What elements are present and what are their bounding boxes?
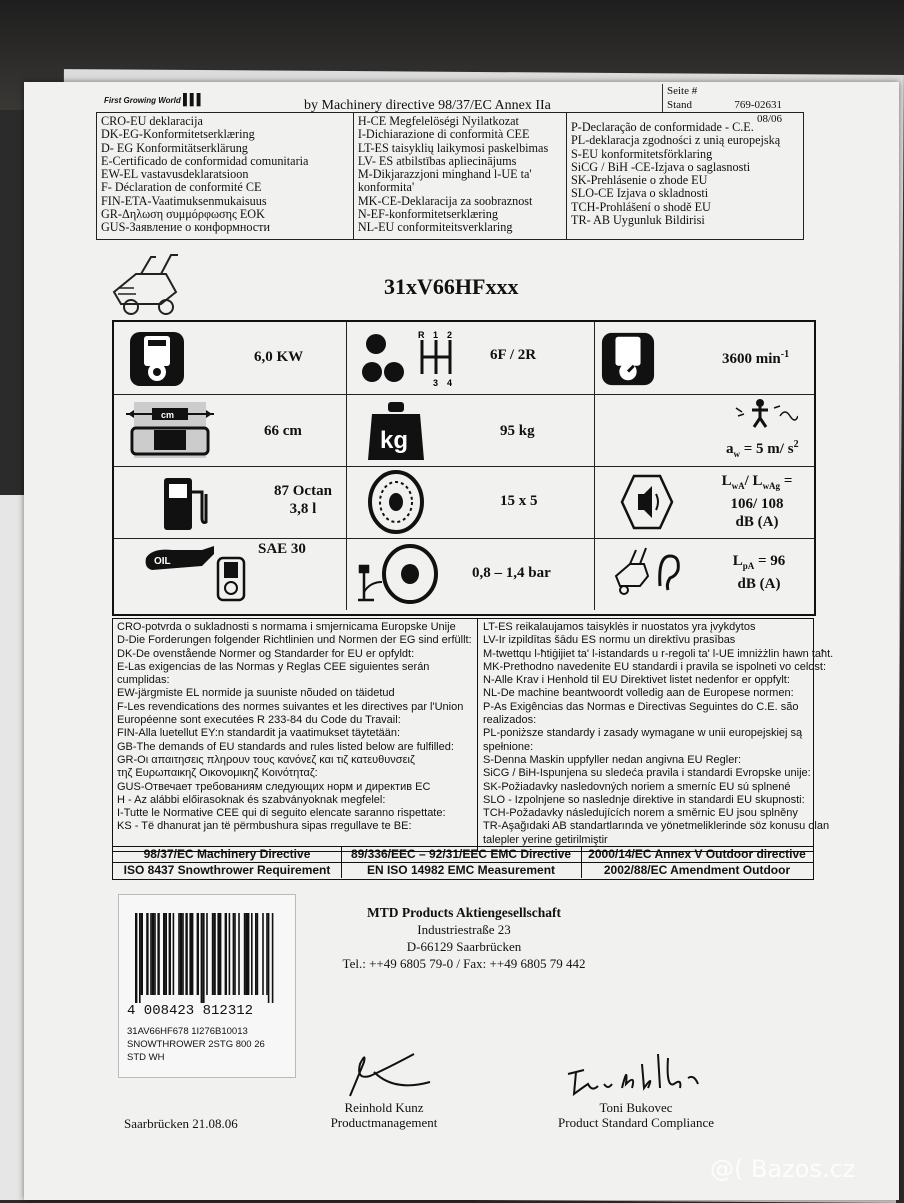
directives-table — [112, 846, 814, 880]
language-declaration-line: TCH-Prohlášení o shodě EU — [571, 199, 711, 214]
barcode-bar — [247, 913, 249, 995]
barcode-label — [118, 894, 296, 1078]
language-column-1 — [97, 113, 354, 239]
gear-label-4: 4 — [447, 378, 453, 388]
snowthrower-icon — [106, 252, 196, 317]
fuel-capacity: 3,8 l — [289, 501, 317, 517]
language-declaration-line: LT-ES taisyklių laikymosi paskelbimas — [357, 140, 549, 155]
compliance-line: EW-järgmiste EL normide ja suuniste nõuded on täidetud — [117, 687, 395, 700]
compliance-line: P-As Exigências das Normas e Directivas Seguintes do C.E. são — [483, 700, 799, 713]
language-declaration-table — [96, 112, 804, 240]
tire-pressure-value: 0,8 – 1,4 bar — [472, 565, 551, 581]
weight-icon — [366, 400, 426, 462]
compliance-line: NL-De machine beantwoordt volledig aan de Europese normen: — [483, 687, 794, 700]
compliance-line: talepler yerine getirilmiştir — [483, 833, 608, 846]
compliance-line: MK-Prethodno navedenite EU standardi i pravila se ispolneti vo celost: — [483, 660, 827, 673]
directive-4: ISO 8437 Snowthrower Requirement — [113, 863, 342, 878]
barcode-info-line-1: 31AV66HF678 1I276B10013 — [127, 1026, 248, 1037]
barcode-bar — [257, 913, 259, 995]
working-width-icon — [124, 400, 216, 460]
language-declaration-line: DK-EG-Konformitetserklæring — [101, 127, 255, 142]
sound-power-value: $L_{wA}/$ $L_{wAg}$ = 106/ 108 dB (A) — [721, 473, 793, 530]
oil-value: SAE 30 — [258, 541, 306, 557]
compliance-line: H - Az alábbi előirasoknak és szabványoknak megfelel: — [117, 793, 386, 806]
gear-label-2: 2 — [447, 330, 453, 340]
compliance-line: D-Die Forderungen folgender Richtlinien und Normen der EG sind erfüllt: — [117, 634, 472, 647]
barcode-bar — [173, 913, 175, 995]
barcode-bar — [169, 913, 171, 995]
language-declaration-line: konformita' — [357, 180, 415, 195]
signature-kunz — [344, 1032, 434, 1102]
compliance-line: TCH-Požadavky následujících norem a směrnic EU jsou splněny — [483, 807, 798, 820]
compliance-statements — [112, 618, 834, 852]
oil-can-icon — [142, 540, 262, 604]
compliance-line: PL-poniższe standardy i zasady wymagane w unii europejskiej są — [483, 727, 803, 740]
compliance-line: I-Tutte le Normative CEE qui di seguito elencate saranno rispettate: — [117, 807, 446, 820]
barcode-bar — [189, 913, 191, 995]
compliance-line: E-Las exigencias de las Normas y Reglas CEE siguientes serán — [117, 660, 430, 673]
language-declaration-line: GUS-Заявление о конформности — [101, 220, 270, 235]
compliance-line: KS - Të dhanurat jan të përmbushura sipas rregullave te BE: — [117, 820, 412, 833]
directive-5: EN ISO 14982 EMC Measurement — [341, 863, 582, 878]
vibration-value: $a_w = 5$ m/ $s^2$ — [726, 439, 799, 459]
language-declaration-line: H-CE Megfelelöségi Nyilatkozat — [357, 114, 519, 128]
fuel-octane: 87 Octan — [274, 483, 332, 499]
barcode-bar — [154, 913, 156, 995]
language-declaration-line: TR- AB Uygunluk Bildirisi — [571, 213, 705, 228]
operator-ear-icon — [612, 546, 682, 596]
compliance-line: cumplidas: — [117, 674, 170, 687]
compliance-line: N-Alle Krav i Henhold til EU Direktivet listet nedenfor er oppfylt: — [483, 674, 790, 687]
oil-cell — [114, 538, 347, 610]
declaration-document — [24, 82, 899, 1200]
language-column-2 — [354, 113, 567, 239]
spec-row-4 — [114, 538, 814, 610]
bazos-watermark: @( Bazos.cz — [710, 1155, 856, 1183]
barcode-bar — [180, 913, 182, 995]
barcode-bar — [251, 913, 253, 995]
language-declaration-line: P-Declaração de conformidade - C.E. — [571, 120, 754, 134]
language-declaration-line: MK-CE-Deklaracija za soobraznost — [357, 193, 533, 208]
language-declaration-line: NL-EU conformiteitsverklaring — [357, 220, 513, 235]
compliance-line: GB-The demands of EU standards and rules listed below are fulfilled: — [117, 740, 454, 753]
company-name: MTD Products Aktiengesellschaft — [367, 905, 561, 920]
spec-row-3 — [114, 466, 814, 539]
barcode-bar — [272, 913, 274, 1003]
language-declaration-line: SLO-CE Izjava o skladnosti — [571, 186, 709, 201]
barcode-bar — [212, 913, 214, 995]
barcode-bar — [163, 913, 165, 995]
weight-cell — [346, 394, 595, 466]
language-declaration-line: SK-Prehlásenie o zhode EU — [571, 173, 708, 188]
power-value: 6,0 KW — [254, 349, 304, 365]
rpm-cell — [594, 322, 814, 394]
vibration-icon — [734, 398, 798, 428]
spec-row-2 — [114, 394, 814, 467]
compliance-line: τηζ Ευρωπαικηζ Οικονομικηζ Κοινότηταζ: — [117, 767, 318, 780]
company-address — [324, 904, 604, 972]
language-declaration-line: CRO-EU deklaracija — [101, 114, 203, 128]
fuel-value — [274, 482, 332, 518]
barcode-bar — [213, 913, 215, 995]
compliance-line: GUS-Отвечает требованиям следующих норм и директив ЕС — [117, 780, 431, 793]
barcode-bar — [191, 913, 193, 995]
barcode-info-line-2: SNOWTHROWER 2STG 800 26 — [127, 1039, 265, 1050]
compliance-line: SiCG / BiH-Ispunjena su sledeća pravila i standardi Evropske unije: — [483, 767, 811, 780]
barcode-bar — [245, 913, 247, 995]
barcode-bar — [139, 913, 141, 1003]
company-city: D-66129 Saarbrücken — [406, 939, 522, 954]
language-declaration-line: EW-EL vastavusdeklaratsioon — [101, 167, 249, 182]
tire-pressure-icon — [356, 542, 440, 604]
gear-label-r: R — [418, 330, 425, 340]
language-declaration-line: S-EU konformitetsförklaring — [571, 146, 713, 161]
spec-row-1 — [114, 322, 814, 395]
barcode-bar — [206, 913, 208, 995]
barcode-bar — [262, 913, 264, 995]
seite-stand-box: Seite # 769-02631 Stand 08/06 — [662, 84, 782, 112]
language-declaration-line: D- EG Konformitätserklärung — [101, 140, 248, 155]
language-declaration-line: I-Dichiarazione di conformità CEE — [357, 127, 530, 142]
signature-bukovec — [562, 1044, 702, 1100]
compliance-line: CRO-potvrda o sukladnosti s normama i smjernicama Europske Unije — [117, 621, 456, 633]
barcode-bar — [165, 913, 167, 995]
barcode-bars — [133, 913, 279, 1003]
compliance-line: SLO - Izpolnjene so naslednje direktive in standardi EU skupnosti: — [483, 793, 805, 806]
compliance-line: M-twettqu l-ħtiġijiet ta' l-istandards u r-regoli ta' l-UE imniżżlin hawn taħt. — [483, 647, 834, 660]
width-icon-label: cm — [161, 410, 175, 420]
barcode-bar — [141, 913, 143, 995]
company-contact: Tel.: ++49 6805 79-0 / Fax: ++49 6805 79 442 — [342, 956, 586, 971]
language-declaration-line: SiCG / BiH -CE-Izjava o saglasnosti — [571, 159, 751, 174]
barcode-bar — [238, 913, 240, 995]
language-declaration-line: LV- ES atbilstības apliecinājums — [357, 153, 517, 168]
signatory-right-name: Toni Bukovec — [599, 1100, 673, 1115]
fuel-pump-icon — [160, 474, 210, 532]
barcode-bar — [135, 913, 137, 1003]
barcode-bar — [182, 913, 184, 995]
vibration-cell — [594, 394, 814, 466]
width-value: 66 cm — [264, 423, 302, 439]
transmission-icon — [360, 328, 460, 390]
compliance-line: DK-De ovenstående Normer og Standarder for EU er opfyldt: — [117, 647, 415, 660]
compliance-line: realizados: — [483, 714, 537, 727]
sound-pressure-value: $L_{pA} = 96$ dB (A) — [732, 553, 786, 592]
tire-size-value: 15 x 5 — [500, 493, 538, 509]
gear-label-3: 3 — [433, 378, 439, 388]
barcode-bar — [217, 913, 219, 995]
signatory-left-name: Reinhold Kunz — [344, 1100, 424, 1115]
company-street: Industriestraße 23 — [417, 922, 511, 937]
barcode-number: 4 008423 812312 — [127, 1003, 254, 1019]
barcode-bar — [268, 913, 270, 1003]
compliance-line: S-Denna Maskin uppfyller nedan angivna EU Regler: — [483, 753, 742, 766]
barcode-bar — [202, 913, 204, 1003]
barcode-bar — [266, 913, 268, 995]
language-declaration-line: E-Certificado de conformidad comunitaria — [101, 153, 309, 168]
compliance-left-column — [117, 621, 471, 834]
compliance-line: LT-ES reikalaujamos taisyklės ir nuostatos yra įvykdytos — [483, 621, 756, 633]
barcode-bar — [225, 913, 227, 995]
tire-icon — [366, 470, 426, 534]
engine-power-icon — [128, 330, 186, 388]
weight-value: 95 kg — [500, 423, 535, 439]
barcode-bar — [146, 913, 148, 995]
directive-2: 89/336/EEC – 92/31/EEC EMC Directive — [341, 847, 582, 863]
sound-power-cell — [594, 466, 814, 538]
barcode-bar — [255, 913, 257, 995]
language-declaration-line: F- Déclaration de conformité CE — [101, 180, 262, 195]
sound-power-icon — [620, 474, 674, 530]
barcode-bar — [234, 913, 236, 995]
language-column-3 — [567, 113, 803, 239]
barcode-bar — [244, 913, 246, 995]
barcode-bar — [157, 913, 159, 995]
language-declaration-line: FIN-ETA-Vaatimuksenmukaisuus — [101, 193, 267, 208]
language-declaration-line: M-Dikjarazzjoni minghand l-UE ta' — [357, 167, 532, 182]
compliance-line: TR-Aşağıdaki AB standartlarında ve yönetmeliklerinde söz konusu olan — [483, 820, 830, 833]
compliance-line: LV-Ir izpildītas šādu ES normu un direktīvu prasības — [483, 634, 736, 647]
language-declaration-line: GR-Δηλωση συμμόρφωσης ΕΟΚ — [101, 207, 265, 222]
barcode-bar — [201, 913, 203, 1003]
barcode-bar — [185, 913, 187, 995]
mtd-logo: First Growing World ▌▌▌ — [104, 94, 204, 106]
fuel-cell — [114, 466, 347, 538]
language-declaration-line: PL-deklaracja zgodności z unią europejską — [571, 133, 781, 148]
signatory-left-title: Productmanagement — [330, 1115, 438, 1130]
model-number: 31xV66HFxxx — [384, 274, 519, 299]
tire-pressure-cell — [346, 538, 595, 610]
barcode-bar — [229, 913, 231, 995]
compliance-line: Européenne sont executées R 233-84 du Code du Travail: — [117, 714, 401, 727]
signatory-left — [324, 1100, 444, 1130]
compliance-line: F-Les revendications des normes suivantes et les directives par l'Union — [117, 700, 464, 713]
place-and-date: Saarbrücken 21.08.06 — [124, 1116, 238, 1131]
power-cell — [114, 322, 347, 394]
directive-6: 2002/88/EC Amendment Outdoor — [603, 863, 791, 877]
barcode-bar — [150, 913, 152, 995]
compliance-right-column — [483, 621, 834, 847]
gears-cell — [346, 322, 595, 394]
barcode-info — [127, 1025, 265, 1064]
barcode-info-line-3: STD WH — [127, 1052, 165, 1063]
signatory-right — [546, 1100, 726, 1130]
language-declaration-line: N-EF-konformitetserklæring — [357, 207, 498, 222]
signatory-right-title: Product Standard Compliance — [558, 1115, 714, 1130]
directive-title: by Machinery directive 98/37/EC Annex IIa — [304, 98, 551, 113]
rpm-value: 3600 $\min^{-1}$ — [722, 349, 790, 367]
tire-size-cell — [346, 466, 595, 538]
sound-pressure-cell — [594, 538, 814, 610]
barcode-bar — [178, 913, 180, 995]
compliance-line: FIN-Alla luetellut EY:n standardit ja vaatimukset täytetään: — [117, 727, 401, 740]
gears-value: 6F / 2R — [490, 347, 537, 363]
compliance-line: GR-Οι απαιτησεις πληρουν τους κανόνεζ και τιζ κατευθυνσειζ — [117, 753, 415, 766]
barcode-bar — [152, 913, 154, 995]
barcode-bar — [219, 913, 221, 995]
specifications-table — [112, 320, 816, 616]
barcode-bar — [197, 913, 199, 995]
compliance-line: spełnione: — [483, 740, 534, 753]
barcode-bar — [233, 913, 235, 995]
gear-label-1: 1 — [433, 330, 439, 340]
compliance-line: SK-Požiadavky nasledovných noriem a smerníc EU sú splnené — [483, 780, 791, 793]
weight-icon-label: kg — [380, 427, 409, 454]
width-cell — [114, 394, 347, 466]
directive-3: 2000/14/EC Annex V Outdoor directive — [581, 847, 813, 863]
directive-1: 98/37/EC Machinery Directive — [113, 847, 342, 863]
engine-speed-icon — [600, 330, 656, 388]
oil-icon-label: OIL — [154, 556, 171, 567]
